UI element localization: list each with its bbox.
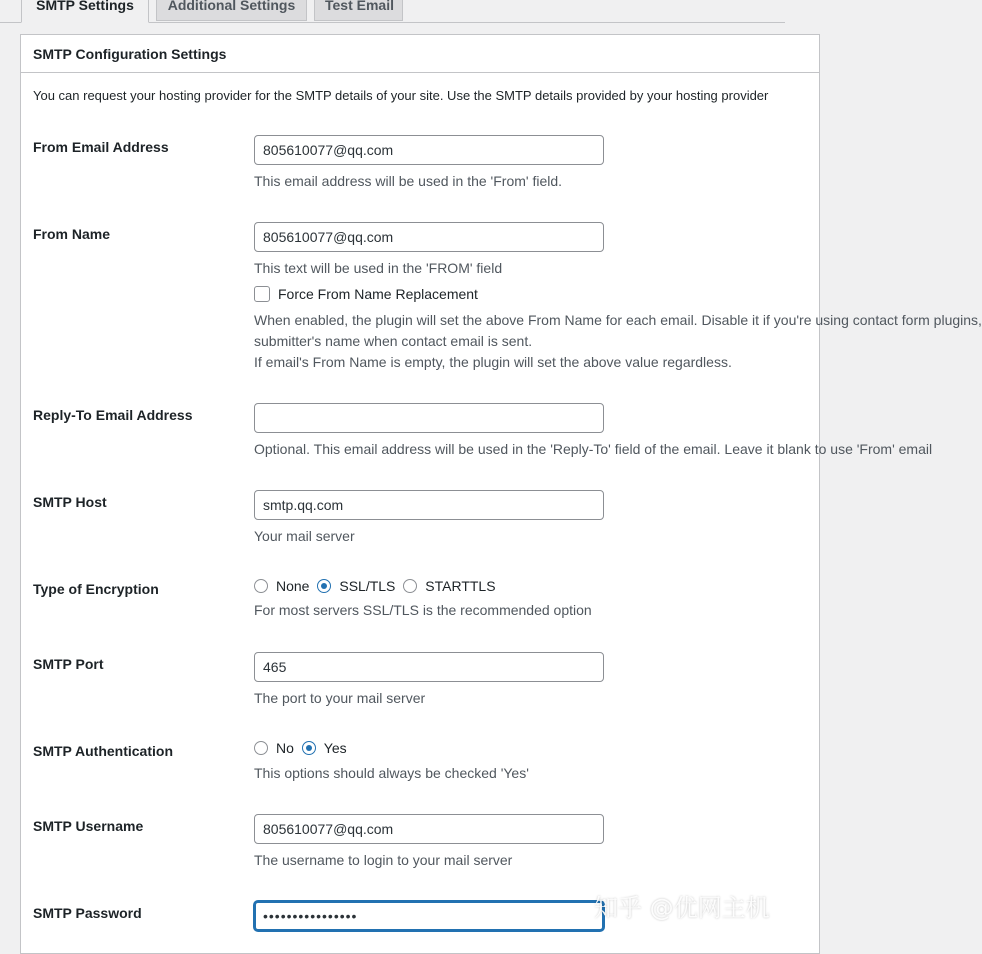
- smtp-username-input[interactable]: 805610077@qq.com: [254, 814, 604, 844]
- smtp-host-input[interactable]: smtp.qq.com: [254, 490, 604, 520]
- encryption-starttls-label: STARTTLS: [425, 578, 496, 594]
- force-from-name-description-line3: If email's From Name is empty, the plugin will set the above value regardless.: [254, 354, 732, 370]
- force-from-name-label: Force From Name Replacement: [278, 286, 478, 302]
- encryption-description: For most servers SSL/TLS is the recommended option: [254, 602, 592, 618]
- reply-to-description: Optional. This email address will be used in the 'Reply-To' field of the email. Leave it blank to use 'From' email: [254, 441, 933, 457]
- from-name-input[interactable]: 805610077@qq.com: [254, 222, 604, 252]
- smtp-auth-radio-group: [254, 738, 351, 758]
- smtp-password-input[interactable]: ••••••••••••••••: [254, 901, 604, 931]
- smtp-username-description: The username to login to your mail server: [254, 852, 513, 868]
- from-name-description: This text will be used in the 'FROM' field: [254, 260, 503, 276]
- tab-additional-settings[interactable]: Additional Settings: [156, 0, 307, 21]
- smtp-host-description: Your mail server: [254, 528, 355, 544]
- smtp-host-label: SMTP Host: [33, 494, 107, 510]
- watermark: 知乎 @优网主机: [594, 894, 770, 922]
- from-email-label: From Email Address: [33, 139, 169, 155]
- smtp-port-description: The port to your mail server: [254, 690, 426, 706]
- encryption-none-radio[interactable]: [254, 579, 268, 593]
- panel-title: SMTP Configuration Settings: [21, 35, 819, 73]
- smtp-configuration-panel: [20, 34, 982, 954]
- force-from-name-description-line1: When enabled, the plugin will set the above From Name for each email. Disable it if you're using contact form plugins,: [254, 312, 982, 328]
- reply-to-label: Reply-To Email Address: [33, 407, 193, 423]
- smtp-password-label: SMTP Password: [33, 905, 142, 921]
- from-email-input[interactable]: 805610077@qq.com: [254, 135, 604, 165]
- smtp-port-input[interactable]: 465: [254, 652, 604, 682]
- force-from-name-checkbox[interactable]: [254, 286, 270, 302]
- from-email-description: This email address will be used in the 'From' field.: [254, 173, 563, 189]
- encryption-ssl-tls-label: SSL/TLS: [339, 578, 396, 594]
- smtp-auth-yes-label: Yes: [323, 740, 347, 756]
- encryption-none-label: None: [276, 578, 310, 594]
- smtp-username-label: SMTP Username: [33, 818, 144, 834]
- encryption-radio-group: [254, 576, 500, 596]
- smtp-port-label: SMTP Port: [33, 656, 104, 672]
- from-name-label: From Name: [33, 226, 111, 242]
- tab-test-email[interactable]: Test Email: [314, 0, 403, 21]
- encryption-label: Type of Encryption: [33, 581, 159, 597]
- tab-smtp-settings[interactable]: SMTP Settings: [21, 0, 149, 23]
- smtp-auth-no-radio[interactable]: [254, 741, 268, 755]
- force-from-name-option[interactable]: [254, 284, 478, 304]
- smtp-auth-label: SMTP Authentication: [33, 743, 173, 759]
- encryption-ssl-tls-radio[interactable]: [317, 579, 331, 593]
- encryption-starttls-radio[interactable]: [403, 579, 417, 593]
- force-from-name-description-line2: submitter's name when contact email is sent.: [254, 333, 533, 349]
- settings-tabs: [0, 0, 785, 23]
- reply-to-input[interactable]: [254, 403, 604, 433]
- intro-text: You can request your hosting provider for the SMTP details of your site. Use the SMTP details provided by your hosting provider: [33, 88, 769, 103]
- smtp-auth-description: This options should always be checked 'Yes': [254, 765, 529, 781]
- smtp-auth-no-label: No: [276, 740, 294, 756]
- smtp-auth-yes-radio[interactable]: [302, 741, 316, 755]
